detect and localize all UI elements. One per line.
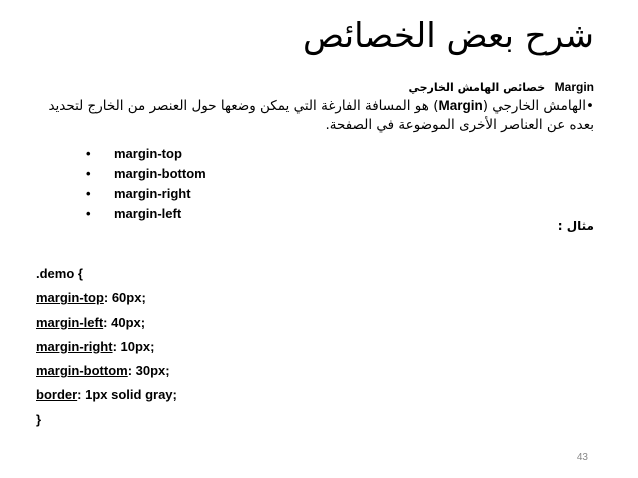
code-close-brace: } <box>36 411 42 427</box>
code-value: : 10px; <box>112 338 155 354</box>
subtitle-english: Margin <box>554 80 594 94</box>
list-item <box>86 164 206 184</box>
slide-subtitle <box>40 78 594 97</box>
list-item <box>86 184 206 204</box>
slide-title: شرح بعض الخصائص <box>302 16 594 56</box>
code-line <box>36 311 177 335</box>
code-line <box>36 359 177 383</box>
code-property: margin-right <box>36 338 113 354</box>
code-line <box>36 286 177 310</box>
list-item-label: margin-right <box>114 186 191 201</box>
paragraph-line-2: بعده عن العناصر الأخرى الموضوعة في الصفحة. <box>325 117 594 133</box>
subtitle-arabic: خصائص الهامش الخارجي <box>408 81 546 94</box>
definition-paragraph <box>36 96 594 135</box>
bullet-dot: • <box>86 146 91 161</box>
paragraph-line-1-start: •الهامش الخارجي ( <box>482 98 594 114</box>
list-item <box>86 144 206 164</box>
bullet-dot: • <box>86 186 91 201</box>
code-selector: .demo { <box>36 266 83 281</box>
list-item <box>86 204 206 224</box>
code-property: border <box>36 387 78 403</box>
code-value: : 1px solid gray; <box>77 387 177 403</box>
paragraph-term: Margin <box>438 98 483 113</box>
paragraph-line-1-end: ) هو المسافة الفارغة التي يمكن وضعها حول العنصر من الخارج لتحديد <box>48 98 439 114</box>
page-number: 43 <box>576 452 588 463</box>
code-value: : 30px; <box>127 363 170 379</box>
paragraph-line-1 <box>36 96 594 116</box>
list-item-label: margin-bottom <box>114 166 206 181</box>
code-value: : 40px; <box>103 314 146 330</box>
code-line <box>36 335 177 359</box>
bullet-dot: • <box>86 166 91 181</box>
bullet-dot: • <box>86 206 91 221</box>
code-property: margin-bottom <box>36 363 128 379</box>
code-property: margin-top <box>36 290 104 306</box>
example-label: مثال : <box>557 219 594 233</box>
code-line <box>36 383 177 407</box>
code-property: margin-left <box>36 314 104 330</box>
list-item-label: margin-left <box>114 206 182 221</box>
list-item-label: margin-top <box>114 146 182 161</box>
code-value: : 60px; <box>103 290 146 306</box>
property-list <box>86 144 206 224</box>
code-example <box>36 262 177 432</box>
